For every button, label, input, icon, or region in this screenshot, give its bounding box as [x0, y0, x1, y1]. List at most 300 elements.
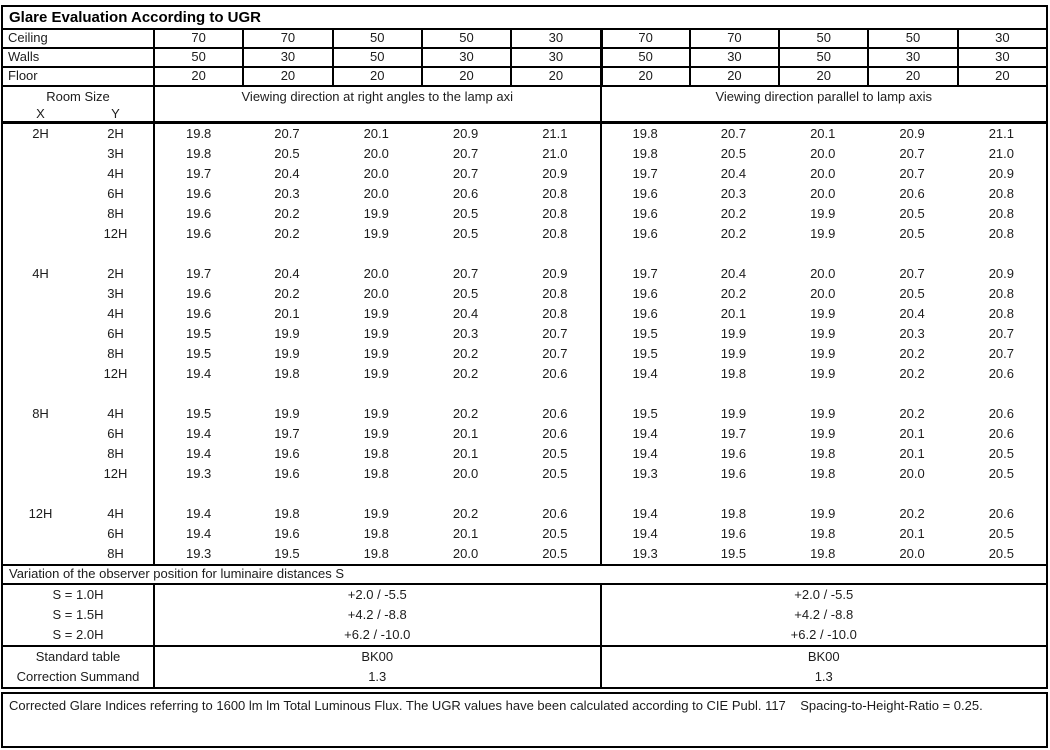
reflectance-row [3, 68, 1046, 87]
reflectance-value: 50 [778, 49, 867, 66]
ugr-value-parallel: 19.8 [810, 546, 836, 561]
ugr-value-parallel: 20.1 [899, 426, 925, 441]
ugr-value-right-angles [421, 384, 510, 404]
room-size-x [3, 364, 78, 384]
ugr-value-right-angles: 20.4 [274, 166, 300, 181]
ugr-value-right-angles: 19.9 [363, 306, 389, 321]
ugr-value-parallel [689, 384, 778, 404]
reflectance-value: 30 [957, 30, 1046, 47]
ugr-value-right-angles: 20.6 [542, 366, 568, 381]
ugr-data-row [3, 424, 1046, 444]
footer-note: Corrected Glare Indices referring to 1600 lm lm Total Luminous Flux. The UGR values have been calculated according to CIE Publ. 117 Spacing-to-Height-Ratio = 0.25. [1, 692, 1048, 748]
reflectance-header-rows [3, 30, 1046, 87]
ugr-value-right-angles: 21.1 [542, 126, 568, 141]
ugr-value-right-angles: 20.8 [542, 206, 568, 221]
reflectance-value: 20 [332, 68, 421, 85]
observer-variation-row [3, 585, 1046, 605]
room-size-x [3, 164, 78, 184]
reflectance-value: 20 [510, 68, 599, 85]
ugr-value-right-angles: 19.8 [153, 144, 242, 164]
ugr-value-parallel: 20.0 [810, 186, 836, 201]
room-size-x [3, 144, 78, 164]
ugr-value-parallel [600, 484, 689, 504]
ugr-value-right-angles: 20.2 [274, 226, 300, 241]
reflectance-value: 20 [600, 68, 689, 85]
ugr-value-parallel: 20.3 [720, 186, 747, 201]
ugr-value-parallel: 20.5 [988, 546, 1014, 561]
ugr-value-parallel: 19.9 [810, 506, 836, 521]
ugr-value-parallel: 20.1 [810, 126, 836, 141]
ugr-value-right-angles: 19.9 [274, 346, 300, 361]
ugr-value-right-angles: 19.6 [274, 526, 300, 541]
ugr-value-parallel: 19.3 [600, 544, 689, 564]
room-size-y: 4H [107, 406, 124, 421]
reflectance-value: 30 [242, 49, 331, 66]
ugr-value-parallel: 19.9 [810, 206, 836, 221]
ugr-value-right-angles [332, 484, 421, 504]
room-size-x: 12H [28, 506, 53, 521]
ugr-value-parallel: 19.4 [600, 504, 689, 524]
ugr-value-right-angles: 20.0 [363, 266, 389, 281]
ugr-value-parallel [778, 244, 867, 264]
variation-value-parallel: +2.0 / -5.5 [600, 585, 1047, 605]
ugr-value-parallel: 19.8 [810, 466, 836, 481]
ugr-value-parallel [689, 244, 778, 264]
ugr-value-right-angles: 20.7 [542, 326, 568, 341]
ugr-value-parallel: 20.6 [988, 506, 1014, 521]
ugr-value-right-angles: 19.5 [153, 324, 242, 344]
ugr-data-row [3, 304, 1046, 324]
ugr-value-right-angles: 20.0 [363, 286, 389, 301]
ugr-value-right-angles: 19.9 [363, 426, 389, 441]
ugr-value-parallel: 19.6 [600, 184, 689, 204]
reflectance-value: 50 [332, 30, 421, 47]
room-size-x: 2H [32, 126, 49, 141]
room-size-x [3, 444, 78, 464]
room-size-y [78, 484, 153, 504]
ugr-value-right-angles: 20.9 [542, 166, 568, 181]
room-size-y: 6H [107, 186, 124, 201]
ugr-data-row [3, 464, 1046, 484]
reflectance-value: 70 [689, 30, 778, 47]
reflectance-value: 50 [153, 49, 242, 66]
ugr-value-parallel [867, 484, 956, 504]
reflectance-value: 20 [421, 68, 510, 85]
ugr-value-right-angles: 20.0 [363, 166, 389, 181]
reflectance-row-label: Ceiling [8, 30, 48, 45]
ugr-value-parallel: 20.2 [899, 406, 925, 421]
reflectance-value: 20 [153, 68, 242, 85]
ugr-value-right-angles [421, 484, 510, 504]
ugr-data-row [3, 344, 1046, 364]
ugr-value-right-angles: 20.0 [452, 546, 479, 561]
summary-label: Standard table [35, 649, 121, 664]
ugr-value-parallel [957, 484, 1046, 504]
room-size-y: 6H [107, 326, 124, 341]
ugr-value-parallel: 19.8 [810, 446, 836, 461]
ugr-value-parallel: 19.9 [810, 426, 836, 441]
ugr-value-parallel: 19.8 [720, 366, 747, 381]
summary-row [3, 667, 1046, 687]
room-size-y: 12H [103, 366, 128, 381]
ugr-value-right-angles: 20.5 [452, 206, 479, 221]
ugr-data-row [3, 164, 1046, 184]
ugr-value-right-angles: 19.6 [274, 446, 300, 461]
ugr-value-parallel: 20.7 [988, 346, 1014, 361]
ugr-value-parallel: 20.5 [720, 146, 747, 161]
ugr-value-right-angles: 20.0 [363, 186, 389, 201]
reflectance-value: 20 [689, 68, 778, 85]
reflectance-value: 50 [867, 30, 956, 47]
reflectance-value: 20 [957, 68, 1046, 85]
ugr-value-right-angles [510, 244, 599, 264]
ugr-value-right-angles: 19.6 [153, 204, 242, 224]
ugr-value-parallel [867, 384, 956, 404]
ugr-value-right-angles: 19.5 [153, 344, 242, 364]
ugr-value-right-angles [242, 484, 331, 504]
ugr-value-parallel: 20.0 [810, 286, 836, 301]
room-size-y: 8H [107, 546, 124, 561]
ugr-value-parallel: 21.1 [988, 126, 1014, 141]
ugr-value-right-angles: 19.9 [274, 406, 300, 421]
ugr-value-parallel: 20.8 [988, 306, 1014, 321]
summary-rows [3, 647, 1046, 687]
section-header-right-angles: Viewing direction at right angles to the lamp axi [153, 87, 600, 122]
ugr-value-right-angles: 19.8 [363, 526, 389, 541]
ugr-value-right-angles: 19.7 [153, 264, 242, 284]
ugr-spacer-row [3, 384, 1046, 404]
ugr-value-parallel: 20.8 [988, 186, 1014, 201]
ugr-value-parallel: 19.6 [600, 224, 689, 244]
ugr-data-row [3, 504, 1046, 524]
ugr-value-parallel: 20.8 [988, 286, 1014, 301]
ugr-value-right-angles: 20.9 [452, 126, 479, 141]
ugr-value-parallel: 20.5 [899, 286, 925, 301]
ugr-value-parallel: 20.1 [720, 306, 747, 321]
room-size-y: 12H [103, 466, 128, 481]
room-size-x [3, 524, 78, 544]
ugr-value-right-angles: 20.1 [452, 526, 479, 541]
room-size-x [3, 464, 78, 484]
ugr-value-parallel: 20.4 [720, 166, 747, 181]
reflectance-value: 30 [510, 30, 599, 47]
reflectance-value: 30 [510, 49, 599, 66]
reflectance-value: 30 [421, 49, 510, 66]
ugr-value-right-angles: 20.6 [542, 406, 568, 421]
ugr-value-parallel: 20.5 [988, 466, 1014, 481]
ugr-value-right-angles: 20.7 [452, 146, 479, 161]
ugr-value-parallel: 19.5 [600, 324, 689, 344]
variation-label: S = 2.0H [52, 627, 104, 642]
ugr-value-right-angles: 19.9 [363, 406, 389, 421]
ugr-value-parallel: 20.7 [899, 266, 925, 281]
observer-variation-row [3, 605, 1046, 625]
ugr-value-parallel: 20.5 [988, 526, 1014, 541]
ugr-value-parallel: 20.2 [899, 506, 925, 521]
ugr-value-parallel: 20.9 [988, 166, 1014, 181]
ugr-value-right-angles: 19.9 [363, 206, 389, 221]
ugr-value-right-angles: 20.8 [542, 186, 568, 201]
ugr-value-parallel: 20.7 [720, 126, 747, 141]
reflectance-value: 70 [600, 30, 689, 47]
ugr-evaluation-table [1, 5, 1048, 689]
ugr-data-row [3, 444, 1046, 464]
ugr-value-parallel [600, 244, 689, 264]
reflectance-value: 70 [242, 30, 331, 47]
ugr-value-right-angles: 20.5 [542, 466, 568, 481]
ugr-value-right-angles: 20.4 [274, 266, 300, 281]
ugr-value-parallel: 20.0 [810, 266, 836, 281]
reflectance-value: 70 [153, 30, 242, 47]
room-size-label: Room Size [46, 89, 110, 104]
room-size-y: 3H [107, 146, 124, 161]
ugr-value-right-angles: 20.6 [542, 426, 568, 441]
ugr-value-parallel: 19.9 [810, 326, 836, 341]
room-size-y: 4H [107, 506, 124, 521]
ugr-value-parallel: 20.2 [899, 366, 925, 381]
variation-section-header: Variation of the observer position for luminaire distances S [3, 564, 1046, 585]
room-size-y: 3H [107, 286, 124, 301]
ugr-value-right-angles: 20.7 [542, 346, 568, 361]
reflectance-value: 50 [778, 30, 867, 47]
ugr-value-right-angles: 20.1 [363, 126, 389, 141]
ugr-value-parallel: 19.6 [720, 526, 747, 541]
ugr-value-parallel: 19.4 [600, 524, 689, 544]
ugr-value-right-angles: 19.7 [274, 426, 300, 441]
ugr-value-right-angles: 19.4 [153, 364, 242, 384]
reflectance-value: 30 [867, 49, 956, 66]
ugr-value-right-angles: 19.5 [274, 546, 300, 561]
room-size-x [3, 484, 78, 504]
section-header-parallel: Viewing direction parallel to lamp axis [600, 87, 1047, 122]
ugr-value-right-angles: 20.7 [452, 266, 479, 281]
ugr-value-right-angles [510, 384, 599, 404]
ugr-value-right-angles: 20.8 [542, 286, 568, 301]
ugr-value-right-angles: 20.2 [452, 406, 479, 421]
ugr-value-right-angles: 20.2 [274, 286, 300, 301]
summary-row [3, 647, 1046, 667]
room-size-x [3, 224, 78, 244]
ugr-value-right-angles [242, 244, 331, 264]
ugr-value-parallel: 20.6 [988, 366, 1014, 381]
ugr-value-parallel: 20.0 [899, 466, 925, 481]
reflectance-value: 50 [600, 49, 689, 66]
ugr-value-right-angles: 20.8 [542, 226, 568, 241]
room-size-y: 4H [107, 166, 124, 181]
ugr-value-parallel: 20.0 [810, 146, 836, 161]
reflectance-value: 50 [332, 49, 421, 66]
table-title: Glare Evaluation According to UGR [3, 7, 1046, 30]
room-size-y: 6H [107, 526, 124, 541]
ugr-value-right-angles: 19.9 [363, 366, 389, 381]
ugr-value-right-angles: 19.6 [153, 284, 242, 304]
ugr-value-parallel: 19.9 [810, 406, 836, 421]
summary-value-right-angles: 1.3 [153, 667, 600, 687]
ugr-value-parallel: 20.9 [899, 126, 925, 141]
ugr-value-parallel: 19.6 [600, 204, 689, 224]
ugr-value-right-angles: 19.6 [153, 184, 242, 204]
ugr-data-row [3, 404, 1046, 424]
ugr-value-parallel [778, 484, 867, 504]
ugr-value-parallel: 20.5 [988, 446, 1014, 461]
ugr-value-right-angles: 20.2 [452, 346, 479, 361]
ugr-value-parallel: 19.5 [720, 546, 747, 561]
room-size-x [3, 324, 78, 344]
ugr-value-right-angles [332, 244, 421, 264]
ugr-value-parallel: 19.6 [720, 466, 747, 481]
ugr-value-parallel: 20.0 [810, 166, 836, 181]
reflectance-row [3, 30, 1046, 49]
ugr-value-parallel: 19.9 [720, 406, 747, 421]
variation-value-parallel: +6.2 / -10.0 [600, 625, 1047, 645]
ugr-value-right-angles: 20.4 [452, 306, 479, 321]
ugr-data-row [3, 204, 1046, 224]
ugr-value-right-angles: 19.5 [153, 404, 242, 424]
ugr-value-right-angles: 19.4 [153, 424, 242, 444]
room-size-y: 8H [107, 346, 124, 361]
ugr-data-row [3, 364, 1046, 384]
ugr-value-right-angles: 20.2 [452, 366, 479, 381]
ugr-value-right-angles: 19.4 [153, 524, 242, 544]
reflectance-value: 50 [421, 30, 510, 47]
ugr-value-parallel: 19.9 [810, 346, 836, 361]
room-size-x [3, 244, 78, 264]
ugr-data-row [3, 284, 1046, 304]
ugr-value-parallel [867, 244, 956, 264]
ugr-value-parallel: 19.8 [600, 144, 689, 164]
room-size-x [3, 304, 78, 324]
ugr-value-right-angles: 19.9 [363, 346, 389, 361]
ugr-value-parallel: 20.6 [988, 426, 1014, 441]
ugr-value-parallel: 20.2 [720, 206, 747, 221]
ugr-value-right-angles: 20.7 [452, 166, 479, 181]
ugr-value-right-angles: 19.8 [153, 124, 242, 144]
ugr-spacer-row [3, 484, 1046, 504]
ugr-value-parallel: 20.8 [988, 206, 1014, 221]
x-axis-label: X [36, 106, 45, 121]
ugr-value-right-angles: 21.0 [542, 146, 568, 161]
room-size-x [3, 284, 78, 304]
ugr-value-right-angles: 20.0 [452, 466, 479, 481]
ugr-value-right-angles: 20.1 [274, 306, 300, 321]
variation-value-right-angles: +6.2 / -10.0 [153, 625, 600, 645]
ugr-value-parallel: 20.6 [988, 406, 1014, 421]
ugr-value-right-angles: 19.6 [153, 224, 242, 244]
summary-label: Correction Summand [16, 669, 140, 684]
room-size-axis-labels [3, 106, 153, 122]
variation-label: S = 1.0H [52, 587, 104, 602]
ugr-value-right-angles: 20.3 [452, 326, 479, 341]
ugr-value-right-angles: 19.9 [274, 326, 300, 341]
ugr-value-parallel: 19.3 [600, 464, 689, 484]
ugr-value-parallel: 19.7 [600, 164, 689, 184]
viewing-direction-header-row [3, 87, 1046, 124]
ugr-value-parallel: 20.8 [988, 226, 1014, 241]
ugr-value-parallel: 20.2 [720, 286, 747, 301]
ugr-value-parallel: 20.7 [899, 166, 925, 181]
ugr-value-right-angles: 20.6 [542, 506, 568, 521]
ugr-value-right-angles: 20.1 [452, 446, 479, 461]
ugr-value-parallel: 20.0 [899, 546, 925, 561]
room-size-x [3, 184, 78, 204]
ugr-value-right-angles: 19.7 [153, 164, 242, 184]
ugr-value-parallel: 19.5 [600, 404, 689, 424]
ugr-value-parallel: 19.9 [720, 326, 747, 341]
ugr-value-right-angles [153, 384, 242, 404]
ugr-value-parallel: 19.7 [720, 426, 747, 441]
room-size-x [3, 384, 78, 404]
room-size-y: 2H [107, 126, 124, 141]
room-size-x [3, 204, 78, 224]
ugr-data-row [3, 144, 1046, 164]
ugr-value-parallel: 20.4 [720, 266, 747, 281]
room-size-y: 6H [107, 426, 124, 441]
room-size-y: 12H [103, 226, 128, 241]
room-size-y: 8H [107, 206, 124, 221]
variation-label: S = 1.5H [52, 607, 104, 622]
ugr-value-parallel: 20.7 [988, 326, 1014, 341]
ugr-spacer-row [3, 244, 1046, 264]
ugr-value-parallel: 19.6 [600, 284, 689, 304]
ugr-value-right-angles: 19.9 [363, 506, 389, 521]
ugr-value-parallel: 20.3 [899, 326, 925, 341]
ugr-value-parallel: 19.9 [720, 346, 747, 361]
room-size-y [78, 384, 153, 404]
ugr-value-right-angles: 19.9 [363, 326, 389, 341]
room-size-y [78, 244, 153, 264]
ugr-value-right-angles: 19.3 [153, 544, 242, 564]
room-size-x [3, 344, 78, 364]
ugr-value-parallel: 19.4 [600, 364, 689, 384]
ugr-value-right-angles [153, 484, 242, 504]
summary-value-parallel: BK00 [600, 647, 1047, 667]
ugr-value-parallel: 20.7 [899, 146, 925, 161]
ugr-value-right-angles [153, 244, 242, 264]
ugr-value-right-angles: 20.6 [452, 186, 479, 201]
ugr-value-right-angles: 19.6 [153, 304, 242, 324]
room-size-y: 4H [107, 306, 124, 321]
variation-value-right-angles: +4.2 / -8.8 [153, 605, 600, 625]
reflectance-row-label: Floor [8, 68, 38, 83]
ugr-value-right-angles: 20.5 [274, 146, 300, 161]
ugr-value-right-angles: 20.5 [452, 286, 479, 301]
room-size-x: 4H [32, 266, 49, 281]
ugr-value-right-angles: 20.5 [452, 226, 479, 241]
ugr-value-parallel: 20.9 [988, 266, 1014, 281]
ugr-value-right-angles: 20.3 [274, 186, 300, 201]
ugr-value-parallel: 20.4 [899, 306, 925, 321]
ugr-value-right-angles: 19.6 [274, 466, 300, 481]
ugr-value-right-angles: 19.8 [274, 506, 300, 521]
reflectance-row-label: Walls [8, 49, 40, 64]
ugr-value-right-angles: 19.3 [153, 464, 242, 484]
ugr-value-parallel: 19.4 [600, 424, 689, 444]
reflectance-row [3, 49, 1046, 68]
observer-variation-row [3, 625, 1046, 647]
ugr-value-right-angles: 20.8 [542, 306, 568, 321]
reflectance-value: 30 [689, 49, 778, 66]
observer-variation-rows [3, 585, 1046, 647]
ugr-value-parallel [957, 244, 1046, 264]
room-size-y: 8H [107, 446, 124, 461]
summary-value-right-angles: BK00 [153, 647, 600, 667]
ugr-value-rows [3, 124, 1046, 564]
room-size-header-cell [3, 87, 153, 122]
ugr-value-parallel: 19.8 [810, 526, 836, 541]
ugr-value-parallel: 19.7 [600, 264, 689, 284]
room-size-x: 8H [32, 406, 49, 421]
room-size-x [3, 424, 78, 444]
